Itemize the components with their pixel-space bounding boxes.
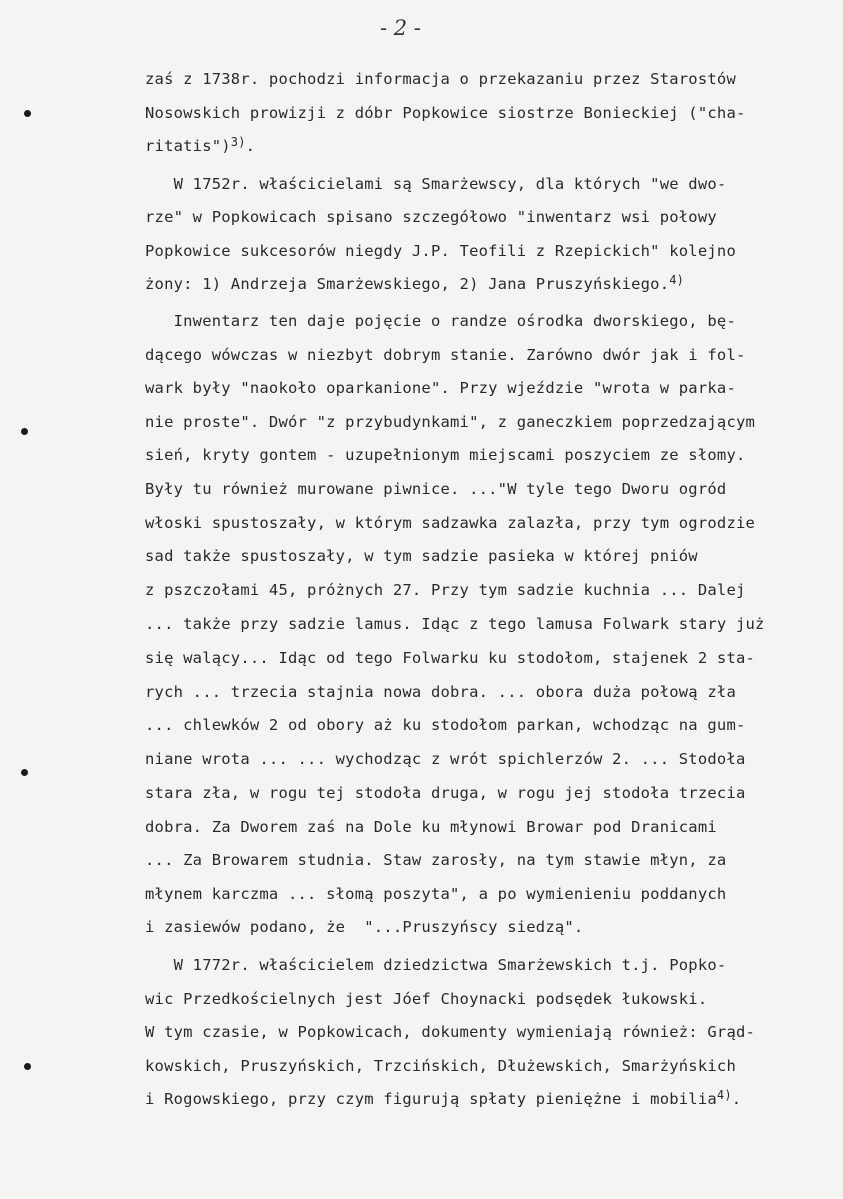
line-suffix: . bbox=[245, 137, 256, 155]
line-text: młynem karczma ... słomą poszyta", a po wymienieniu poddanych bbox=[145, 885, 727, 903]
text-line bbox=[145, 683, 736, 701]
text-line bbox=[145, 208, 717, 226]
line-text: sień, kryty gontem - uzupełnionym miejscami poszyciem ze słomy. bbox=[145, 446, 746, 464]
footnote-ref: 4) bbox=[716, 1088, 732, 1102]
line-text: i zasiewów podano, że "...Pruszyńscy siedzą". bbox=[145, 918, 584, 936]
line-text: się walący... Idąc od tego Folwarku ku stodołom, stajenek 2 sta- bbox=[145, 649, 756, 667]
text-line bbox=[145, 514, 755, 532]
text-line bbox=[145, 918, 583, 936]
line-text: ... także przy sadzie lamus. Idąc z tego lamusa Folwark stary już bbox=[145, 615, 765, 633]
line-text: ... Za Browarem studnia. Staw zarosły, na tym stawie młyn, za bbox=[145, 851, 727, 869]
line-text: ... chlewków 2 od obory aż ku stodołom parkan, wchodząc na gum- bbox=[145, 716, 746, 734]
line-text: z pszczołami 45, próżnych 27. Przy tym sadzie kuchnia ... Dalej bbox=[145, 581, 746, 599]
text-line bbox=[145, 1090, 741, 1109]
punch-hole bbox=[21, 769, 28, 776]
line-text: Inwentarz ten daje pojęcie o randze ośrodka dworskiego, bę- bbox=[145, 312, 736, 330]
text-line bbox=[145, 615, 765, 633]
line-text: kowskich, Pruszyńskich, Trzcińskich, Dłużewskich, Smarżyńskich bbox=[145, 1057, 736, 1075]
text-line bbox=[145, 818, 717, 836]
line-text: nie proste". Dwór "z przybudynkami", z ganeczkiem poprzedzającym bbox=[145, 413, 756, 431]
line-text: W 1772r. właścicielem dziedzictwa Smarżewskich t.j. Popko- bbox=[145, 956, 727, 974]
text-line bbox=[145, 175, 726, 193]
line-text: Były tu również murowane piwnice. ..."W tyle tego Dworu ogród bbox=[145, 480, 727, 498]
text-line bbox=[145, 70, 736, 88]
line-text: żony: 1) Andrzeja Smarżewskiego, 2) Jana Pruszyńskiego. bbox=[145, 275, 670, 293]
text-line bbox=[145, 581, 746, 599]
punch-hole bbox=[24, 1063, 31, 1070]
line-text: wic Przedkościelnych jest Jóef Choynacki podsędek łukowski. bbox=[145, 990, 708, 1008]
text-line bbox=[145, 137, 255, 156]
text-line bbox=[145, 784, 746, 802]
text-line bbox=[145, 104, 746, 122]
text-line bbox=[145, 413, 755, 431]
text-line bbox=[145, 1023, 755, 1041]
line-text: wark były "naokoło oparkanione". Przy wjeździe "wrota w parka- bbox=[145, 379, 736, 397]
line-text: Popkowice sukcesorów niegdy J.P. Teofili z Rzepickich" kolejno bbox=[145, 242, 736, 260]
text-line bbox=[145, 312, 736, 330]
text-line bbox=[145, 990, 707, 1008]
text-line bbox=[145, 716, 746, 734]
line-text: dącego wówczas w niezbyt dobrym stanie. Zarówno dwór jak i fol- bbox=[145, 346, 746, 364]
text-line bbox=[145, 750, 746, 768]
line-text: stara zła, w rogu tej stodoła druga, w rogu jej stodoła trzecia bbox=[145, 784, 746, 802]
line-text: ritatis") bbox=[145, 137, 231, 155]
text-line bbox=[145, 346, 746, 364]
line-text: niane wrota ... ... wychodząc z wrót spichlerzów 2. ... Stodoła bbox=[145, 750, 746, 768]
footnote-ref: 3) bbox=[230, 135, 246, 149]
punch-hole bbox=[21, 428, 28, 435]
line-text: zaś z 1738r. pochodzi informacja o przekazaniu przez Starostów bbox=[145, 70, 736, 88]
page-number: - 2 - bbox=[380, 16, 421, 40]
line-text: rych ... trzecia stajnia nowa dobra. ... obora duża połową zła bbox=[145, 683, 736, 701]
text-line bbox=[145, 480, 726, 498]
text-line bbox=[145, 242, 736, 260]
text-line bbox=[145, 547, 698, 565]
line-text: i Rogowskiego, przy czym figurują spłaty pieniężne i mobilia bbox=[145, 1090, 717, 1108]
punch-hole bbox=[24, 110, 31, 117]
line-text: W tym czasie, w Popkowicach, dokumenty wymieniają również: Grąd- bbox=[145, 1023, 756, 1041]
text-line bbox=[145, 379, 736, 397]
line-text: dobra. Za Dworem zaś na Dole ku młynowi Browar pod Dranicami bbox=[145, 818, 717, 836]
line-text: rze" w Popkowicach spisano szczegółowo "inwentarz wsi połowy bbox=[145, 208, 717, 226]
line-text: Nosowskich prowizji z dóbr Popkowice siostrze Bonieckiej ("cha- bbox=[145, 104, 746, 122]
text-line bbox=[145, 885, 726, 903]
line-text: włoski spustoszały, w którym sadzawka zalazła, przy tym ogrodzie bbox=[145, 514, 756, 532]
text-line bbox=[145, 1057, 736, 1075]
footnote-ref: 4) bbox=[669, 273, 685, 287]
line-text: sad także spustoszały, w tym sadzie pasieka w której pniów bbox=[145, 547, 698, 565]
line-suffix: . bbox=[731, 1090, 742, 1108]
text-line bbox=[145, 275, 684, 294]
line-text: W 1752r. właścicielami są Smarżewscy, dla których "we dwo- bbox=[145, 175, 727, 193]
text-line bbox=[145, 851, 726, 869]
text-line bbox=[145, 446, 746, 464]
text-line bbox=[145, 649, 755, 667]
text-line bbox=[145, 956, 726, 974]
